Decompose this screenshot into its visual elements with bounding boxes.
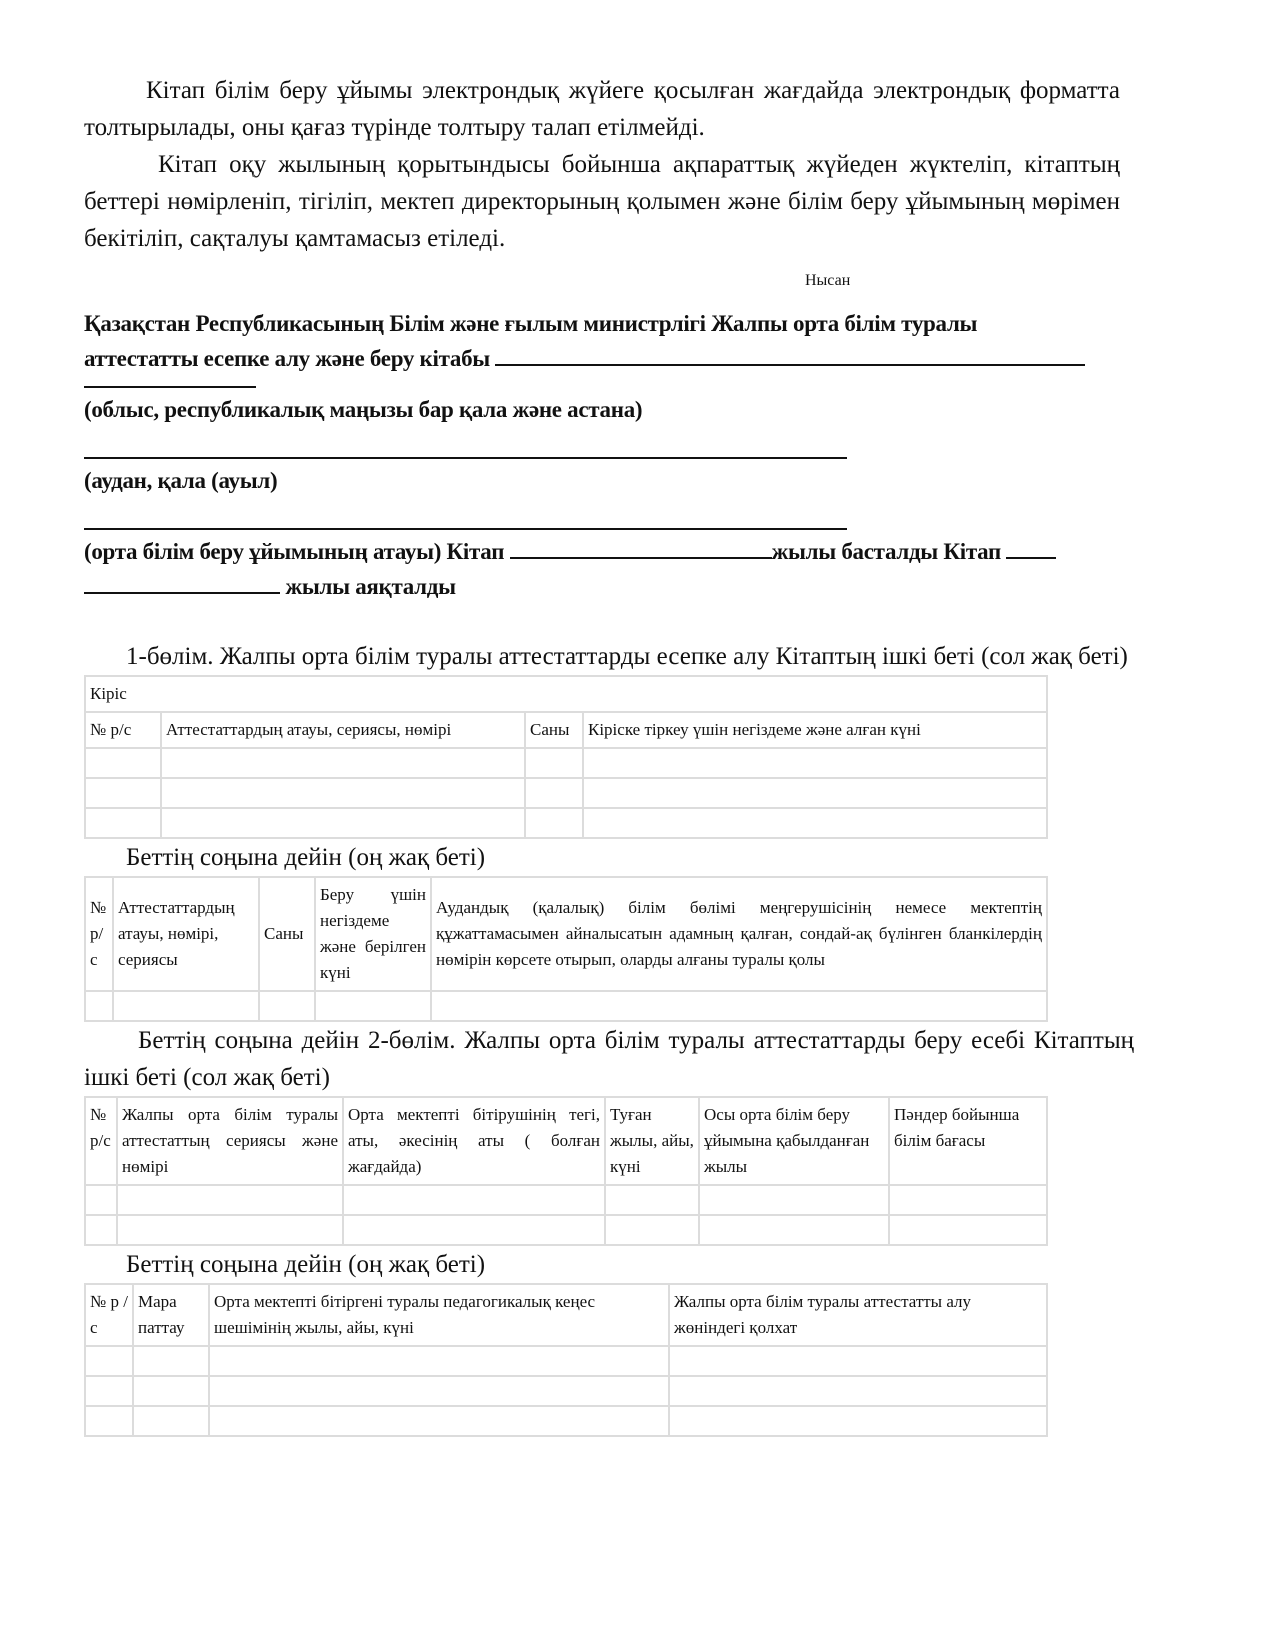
table-cell[interactable] xyxy=(85,1346,133,1376)
table-cell[interactable] xyxy=(85,1406,133,1436)
table-row xyxy=(85,1346,1047,1376)
table-cell[interactable] xyxy=(699,1215,889,1245)
header-title-line-1: Қазақстан Республикасының Білім және ғылым министрлігі Жалпы орта білім туралы xyxy=(84,311,978,336)
table-header-row xyxy=(85,1097,1047,1185)
table-cell[interactable] xyxy=(85,778,161,808)
table-cell[interactable] xyxy=(161,748,525,778)
column-header: Беру үшін негіздеме және берілген күні xyxy=(315,877,431,991)
section-1-income-table xyxy=(84,675,1048,839)
column-header: Орта мектепті бітіргені туралы педагогикалық кеңес шешімінің жылы, айы, күні xyxy=(209,1284,669,1346)
table-cell[interactable] xyxy=(431,991,1047,1021)
table-cell[interactable] xyxy=(85,1376,133,1406)
start-year-blank[interactable] xyxy=(510,535,772,559)
intro-paragraph-2: Кітап оқу жылының қорытындысы бойынша ақпараттық жүйеден жүктеліп, кітаптың беттері нөмірленіп, тігіліп, мектеп директорының қолымен және білім беру ұйымының мөрімен бекітіліп, сақталуы қамтамасыз етіледі. xyxy=(84,151,1120,252)
book-name-blank-continued[interactable] xyxy=(84,386,256,388)
table-cell[interactable] xyxy=(525,778,583,808)
form-header xyxy=(84,306,1134,604)
table-header-row xyxy=(85,712,1047,748)
table-cell[interactable] xyxy=(583,748,1047,778)
table-cell[interactable] xyxy=(133,1376,209,1406)
section-1-heading: 1-бөлім. Жалпы орта білім туралы аттестаттарды есепке алу Кітаптың ішкі беті (сол жақ беті) xyxy=(126,643,1128,670)
table-row xyxy=(85,1376,1047,1406)
district-label: (аудан, қала (ауыл) xyxy=(84,468,278,493)
column-header: Саны xyxy=(259,877,315,991)
end-year-blank-continued[interactable] xyxy=(84,570,280,594)
column-header: Аттестаттардың атауы, сериясы, нөмірі xyxy=(161,712,525,748)
table-cell[interactable] xyxy=(209,1406,669,1436)
end-year-blank[interactable] xyxy=(1006,535,1056,559)
table-cell[interactable] xyxy=(85,808,161,838)
header-title-line-2 xyxy=(84,341,1134,376)
table-cell[interactable] xyxy=(113,991,259,1021)
table-cell[interactable] xyxy=(133,1346,209,1376)
table-row xyxy=(85,778,1047,808)
table-header-row xyxy=(85,1284,1047,1346)
table-cell[interactable] xyxy=(699,1185,889,1215)
table-cell[interactable] xyxy=(525,808,583,838)
table-cell[interactable] xyxy=(669,1376,1047,1406)
column-header: Аттестаттардың атауы, нөмірі, сериясы xyxy=(113,877,259,991)
table-row xyxy=(85,1185,1047,1215)
table-cell[interactable] xyxy=(583,778,1047,808)
table-cell[interactable] xyxy=(583,808,1047,838)
org-label: (орта білім беру ұйымының атауы) Кітап xyxy=(84,539,505,564)
section-1-issue-table xyxy=(84,876,1048,1022)
column-header: Саны xyxy=(525,712,583,748)
header-title-line-2-text: аттестатты есепке алу және беру кітабы xyxy=(84,346,490,371)
table-cell[interactable] xyxy=(525,748,583,778)
column-header: Туған жылы, айы, күні xyxy=(605,1097,699,1185)
section-2-heading: Беттің соңына дейін 2-бөлім. Жалпы орта білім туралы аттестаттарды беру есебі Кітаптың ішкі беті (сол жақ беті) xyxy=(84,1027,1134,1091)
ended-label: жылы аяқталды xyxy=(285,574,456,599)
column-header: Пәндер бойынша білім бағасы xyxy=(889,1097,1047,1185)
income-group-header: Кіріс xyxy=(85,676,1047,712)
table-cell[interactable] xyxy=(117,1215,343,1245)
form-label: Нысан xyxy=(805,272,851,289)
table-group-header-row xyxy=(85,676,1047,712)
column-header: № р /с xyxy=(85,1284,133,1346)
table-cell[interactable] xyxy=(669,1346,1047,1376)
table-cell[interactable] xyxy=(209,1376,669,1406)
table-cell[interactable] xyxy=(117,1185,343,1215)
section-1 xyxy=(84,638,1134,1437)
column-header: № р/с xyxy=(85,712,161,748)
table-cell[interactable] xyxy=(85,1215,117,1245)
section-2-receipt-table xyxy=(84,1283,1048,1437)
table-row xyxy=(85,1406,1047,1436)
table-cell[interactable] xyxy=(259,991,315,1021)
column-header: Орта мектепті бітірушінің тегі, аты, әкесінің аты ( болған жағдайда) xyxy=(343,1097,605,1185)
section-1-right-heading: Беттің соңына дейін (оң жақ беті) xyxy=(126,844,486,871)
column-header: № р/с xyxy=(85,1097,117,1185)
book-name-blank[interactable] xyxy=(495,342,1085,366)
table-cell[interactable] xyxy=(889,1215,1047,1245)
column-header: Жалпы орта білім туралы аттестаттың сериясы және нөмірі xyxy=(117,1097,343,1185)
table-cell[interactable] xyxy=(315,991,431,1021)
column-header: Мара паттау xyxy=(133,1284,209,1346)
section-2-issue-table xyxy=(84,1096,1048,1246)
table-cell[interactable] xyxy=(209,1346,669,1376)
table-cell[interactable] xyxy=(85,1185,117,1215)
table-row xyxy=(85,748,1047,778)
table-header-row xyxy=(85,877,1047,991)
region-label: (облыс, республикалық маңызы бар қала және астана) xyxy=(84,397,643,422)
book-end-line xyxy=(84,569,1134,604)
started-label: жылы басталды Кітап xyxy=(771,539,1001,564)
table-cell[interactable] xyxy=(605,1185,699,1215)
column-header: Жалпы орта білім туралы аттестатты алу жөніндегі қолхат xyxy=(669,1284,1047,1346)
table-cell[interactable] xyxy=(343,1215,605,1245)
organization-blank[interactable] xyxy=(84,528,847,530)
column-header: Кіріске тіркеу үшін негіздеме және алған күні xyxy=(583,712,1047,748)
column-header: Осы орта білім беру ұйымына қабылданған жылы xyxy=(699,1097,889,1185)
table-row xyxy=(85,808,1047,838)
table-cell[interactable] xyxy=(85,748,161,778)
table-cell[interactable] xyxy=(161,808,525,838)
table-row xyxy=(85,1215,1047,1245)
district-blank[interactable] xyxy=(84,457,847,459)
table-cell[interactable] xyxy=(889,1185,1047,1215)
table-row xyxy=(85,991,1047,1021)
intro-paragraph-1: Кітап білім беру ұйымы электрондық жүйеге қосылған жағдайда электрондық форматта толтырылады, оны қағаз түрінде толтыру талап етілмейді. xyxy=(84,77,1120,141)
table-cell[interactable] xyxy=(161,778,525,808)
table-cell[interactable] xyxy=(343,1185,605,1215)
table-cell[interactable] xyxy=(605,1215,699,1245)
section-2-right-heading: Беттің соңына дейін (оң жақ беті) xyxy=(126,1251,486,1278)
table-cell[interactable] xyxy=(669,1406,1047,1436)
column-header: Аудандық (қалалық) білім бөлімі меңгерушісінің немесе мектептің құжаттамасымен айналысатын адамның қалған, сондай-ақ бүлінген бланкілердің нөмірін көрсете отырып, оларды алғаны туралы қолы xyxy=(431,877,1047,991)
table-cell[interactable] xyxy=(85,991,113,1021)
book-dates-line xyxy=(84,534,1134,569)
column-header: № р/с xyxy=(85,877,113,991)
table-cell[interactable] xyxy=(133,1406,209,1436)
